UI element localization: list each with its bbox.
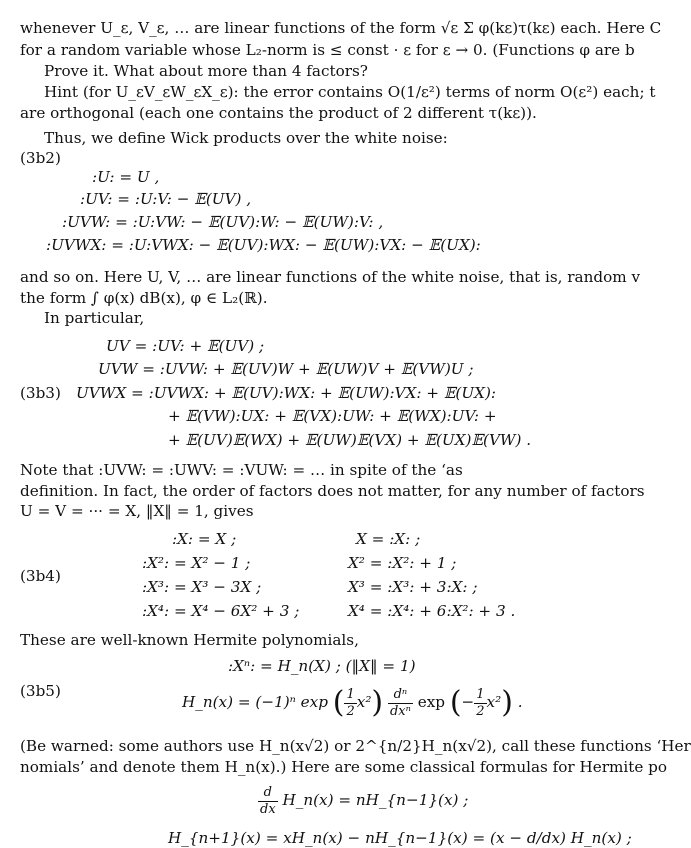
equation-row: UV = :UV: + 𝔼(UV) ; [106, 337, 265, 355]
fraction-d-dx: $\frac{d}{dx}$ [260, 784, 276, 817]
hermite-lhs: H_n(x) = (−1)ⁿ exp [182, 693, 328, 711]
paren-open: ( [332, 685, 345, 720]
x-squared: x² [356, 693, 372, 711]
equation-row: :UVWX: = :U:VWX: − 𝔼(UV):WX: − 𝔼(UW):VX: − 𝔼(UX): [46, 236, 481, 254]
paren-open: ( [449, 685, 462, 720]
equation-row: H_{n+1}(x) = xH_n(x) − nH_{n−1}(x) = (x − d/dx) H_n(x) ; [168, 829, 632, 847]
hermite-derivative [258, 780, 468, 820]
text-line: Hint (for U_εV_εW_εX_ε): the error contains O(1/ε²) terms of norm O(ε²) each; t [44, 83, 656, 101]
text-line: and so on. Here U, V, … are linear functions of the white noise, that is, random v [20, 268, 641, 286]
hermite-right-1: X² = :X²: + 1 ; [348, 554, 457, 572]
hermite-definition [182, 682, 523, 722]
text-line: are orthogonal (each one contains the product of 2 different τ(kε)). [20, 104, 537, 122]
hermite-left-2: :X³: = X³ − 3X ; [142, 578, 262, 596]
equation-label-3b5: (3b5) [20, 682, 61, 700]
hermite-left-3: :X⁴: = X⁴ − 6X² + 3 ; [142, 602, 300, 620]
hermite-left-0: :X: = X ; [172, 530, 237, 548]
hermite-right-2: X³ = :X³: + 3:X: ; [348, 578, 478, 596]
text-line: Prove it. What about more than 4 factors? [44, 62, 368, 80]
text-line: nomials’ and denote them H_n(x).) Here are some classical formulas for Hermite po [20, 758, 668, 776]
equation-row: + 𝔼(UV)𝔼(WX) + 𝔼(UW)𝔼(VX) + 𝔼(UX)𝔼(VW) . [168, 431, 532, 449]
text-line: whenever U_ε, V_ε, … are linear functions of the form √ε Σ φ(kε)τ(kε) each. Here C [20, 19, 662, 37]
text-line: for a random variable whose L₂-norm is ≤ const · ε for ε → 0. (Functions φ are b [20, 41, 635, 59]
minus-sign: − [461, 693, 475, 711]
hermite-right-0: X = :X: ; [356, 530, 421, 548]
hermite-right-3: X⁴ = :X⁴: + 6:X²: + 3 . [348, 602, 516, 620]
text-line: In particular, [44, 309, 145, 327]
text-line: the form ∫ φ(x) dB(x), φ ∈ L₂(ℝ). [20, 289, 268, 307]
equation-row: UVWX = :UVWX: + 𝔼(UV):WX: + 𝔼(UW):VX: + 𝔼(UX): [76, 384, 496, 402]
text-line: These are well-known Hermite polynomials, [20, 631, 359, 649]
equation-row: :U: = U , [92, 168, 160, 186]
exp-word: exp [417, 693, 445, 711]
equation-label-3b3: (3b3) [20, 384, 61, 402]
equation-row: UVW = :UVW: + 𝔼(UV)W + 𝔼(UW)V + 𝔼(VW)U ; [98, 360, 474, 378]
fraction-half: $\frac{1}{2}$ [476, 686, 485, 719]
text-line: Thus, we define Wick products over the white noise: [44, 129, 448, 147]
equation-row: :UVW: = :U:VW: − 𝔼(UV):W: − 𝔼(UW):V: , [62, 213, 384, 231]
x-squared: x² [486, 693, 502, 711]
text-line: U = V = ··· = X, ‖X‖ = 1, gives [20, 502, 254, 520]
hermite-left-1: :X²: = X² − 1 ; [142, 554, 251, 572]
equation-row: :UV: = :U:V: − 𝔼(UV) , [80, 190, 252, 208]
period: . [517, 693, 523, 711]
text-line: definition. In fact, the order of factors does not matter, for any number of factors [20, 482, 645, 500]
equation-row: :Xⁿ: = H_n(X) ; (‖X‖ = 1) [228, 657, 416, 675]
fraction-half: $\frac{1}{2}$ [346, 686, 355, 719]
fraction-dn-dxn: $\frac{\text{dⁿ}}{\text{dxⁿ}}$ [389, 686, 411, 719]
equation-label-3b2: (3b2) [20, 149, 61, 167]
text-line: Note that :UVW: = :UWV: = :VUW: = … in spite of the ‘as [20, 461, 463, 479]
text-line: (Be warned: some authors use H_n(x√2) or 2^{n/2}H_n(x√2), call these functions ‘Her [20, 737, 691, 755]
equation-row: + 𝔼(VW):UX: + 𝔼(VX):UW: + 𝔼(WX):UV: + [168, 407, 497, 425]
equation-label-3b4: (3b4) [20, 567, 61, 585]
paren-close: ) [501, 685, 513, 720]
derivative-rhs: H_n(x) = nH_{n−1}(x) ; [282, 791, 469, 809]
paren-close: ) [371, 685, 384, 720]
